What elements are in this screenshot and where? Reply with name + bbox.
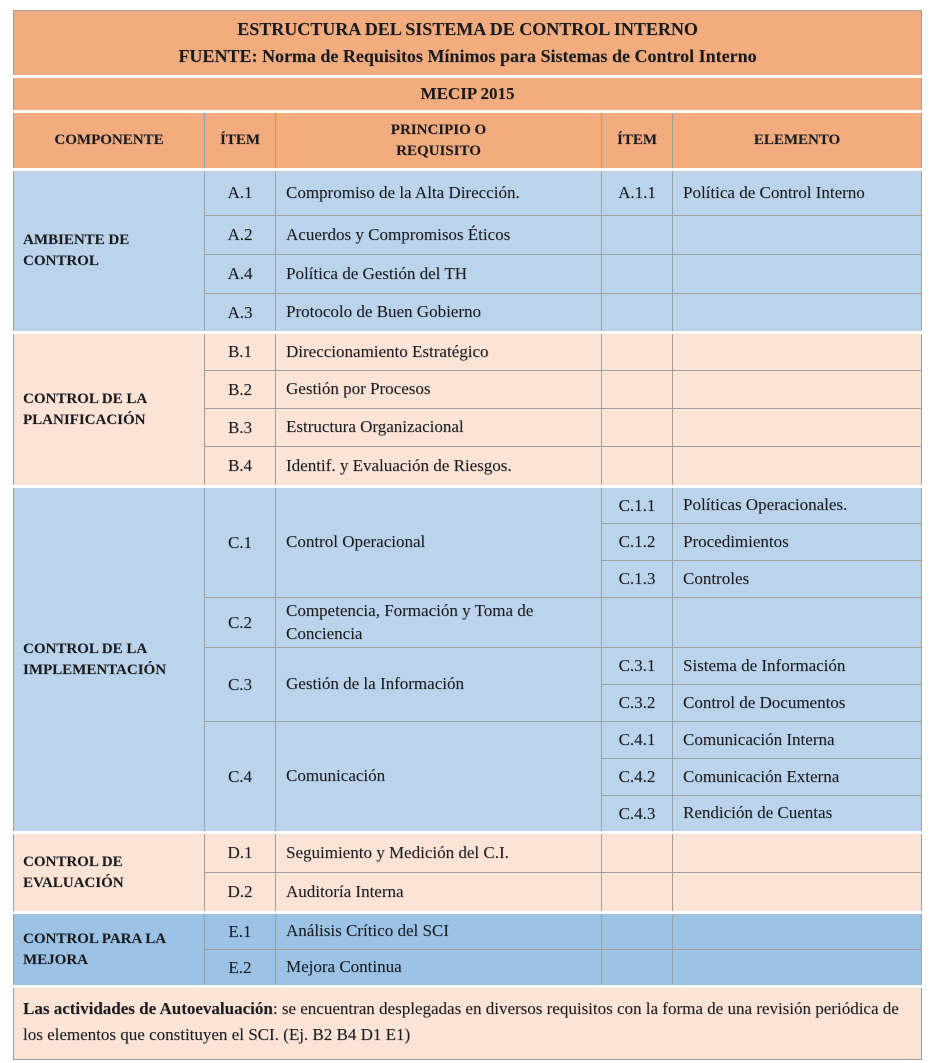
principio-cell: Gestión por Procesos <box>276 371 602 409</box>
sub-item-cell <box>602 255 673 294</box>
footer-note-text: : se encuentran desplegadas en diversos requisitos con la forma de una revisión periódica de los elementos que constituyen el SCI. (Ej. B2 B4 D1 E1) <box>23 999 899 1045</box>
sub-item-cell <box>602 294 673 333</box>
component-label: CONTROL DE EVALUACIÓN <box>23 853 124 891</box>
component-cell <box>14 833 205 913</box>
item-cell: A.4 <box>205 255 276 294</box>
column-header-elemento: ELEMENTO <box>673 112 922 170</box>
sub-item-cell <box>602 216 673 255</box>
item-cell: C.4 <box>205 722 276 833</box>
sub-item-cell: C.4.2 <box>602 759 673 796</box>
sub-item-cell: C.3.1 <box>602 648 673 685</box>
principio-cell: Protocolo de Buen Gobierno <box>276 294 602 333</box>
item-cell: A.2 <box>205 216 276 255</box>
elemento-cell: Controles <box>673 561 922 598</box>
elemento-cell <box>673 255 922 294</box>
table-subtitle-row <box>14 77 922 112</box>
component-label: AMBIENTE DE CONTROL <box>23 232 130 269</box>
sub-item-cell: C.3.2 <box>602 685 673 722</box>
sub-item-cell: C.4.1 <box>602 722 673 759</box>
component-cell <box>14 333 205 487</box>
sub-item-cell: C.4.3 <box>602 796 673 833</box>
column-header-componente: COMPONENTE <box>14 112 205 170</box>
footer-note <box>14 987 922 1060</box>
sub-item-cell <box>602 913 673 950</box>
elemento-cell <box>673 598 922 648</box>
principio-cell: Mejora Continua <box>276 950 602 987</box>
sub-item-cell <box>602 447 673 487</box>
component-cell <box>14 913 205 987</box>
mecip-structure-table <box>13 10 922 1060</box>
elemento-cell <box>673 294 922 333</box>
table-row <box>14 170 922 216</box>
sub-item-cell: C.1.2 <box>602 524 673 561</box>
elemento-cell <box>673 216 922 255</box>
document-page <box>13 10 921 1060</box>
item-cell: B.3 <box>205 409 276 447</box>
principio-cell: Compromiso de la Alta Dirección. <box>276 170 602 216</box>
elemento-cell: Políticas Operacionales. <box>673 487 922 524</box>
item-cell: C.3 <box>205 648 276 722</box>
principio-cell: Competencia, Formación y Toma de Conciencia <box>276 598 602 648</box>
elemento-cell: Política de Control Interno <box>673 170 922 216</box>
elemento-cell: Procedimientos <box>673 524 922 561</box>
elemento-cell: Rendición de Cuentas <box>673 796 922 833</box>
sub-item-cell <box>602 873 673 913</box>
item-cell: D.2 <box>205 873 276 913</box>
elemento-cell <box>673 409 922 447</box>
footer-note-bold: Las actividades de Autoevaluación <box>23 999 273 1018</box>
sub-item-cell <box>602 333 673 371</box>
item-cell: C.2 <box>205 598 276 648</box>
column-header-principio <box>276 112 602 170</box>
item-cell: C.1 <box>205 487 276 598</box>
column-header-principio-label: PRINCIPIO O REQUISITO <box>390 122 487 159</box>
principio-cell: Identif. y Evaluación de Riesgos. <box>276 447 602 487</box>
elemento-cell <box>673 371 922 409</box>
item-cell: B.1 <box>205 333 276 371</box>
elemento-cell <box>673 873 922 913</box>
principio-cell: Política de Gestión del TH <box>276 255 602 294</box>
principio-cell: Seguimiento y Medición del C.I. <box>276 833 602 873</box>
elemento-cell <box>673 833 922 873</box>
elemento-cell <box>673 913 922 950</box>
sub-item-cell: C.1.1 <box>602 487 673 524</box>
item-cell: D.1 <box>205 833 276 873</box>
footer-note-row <box>14 987 922 1060</box>
sub-item-cell: A.1.1 <box>602 170 673 216</box>
table-row <box>14 913 922 950</box>
item-cell: B.2 <box>205 371 276 409</box>
table-row <box>14 833 922 873</box>
table-row <box>14 333 922 371</box>
item-cell: E.2 <box>205 950 276 987</box>
sub-item-cell <box>602 371 673 409</box>
item-cell: A.3 <box>205 294 276 333</box>
column-header-item-2: ÍTEM <box>602 112 673 170</box>
table-title <box>14 11 922 77</box>
elemento-cell <box>673 950 922 987</box>
component-label: CONTROL DE LA IMPLEMENTACIÓN <box>23 640 167 678</box>
column-header-item: ÍTEM <box>205 112 276 170</box>
component-label: CONTROL DE LA PLANIFICACIÓN <box>23 390 147 428</box>
elemento-cell: Control de Documentos <box>673 685 922 722</box>
elemento-cell: Comunicación Externa <box>673 759 922 796</box>
table-title-row <box>14 11 922 77</box>
title-line-2: FUENTE: Norma de Requisitos Mínimos para Sistemas de Control Interno <box>178 46 757 66</box>
principio-cell: Gestión de la Información <box>276 648 602 722</box>
elemento-cell: Sistema de Información <box>673 648 922 685</box>
elemento-cell <box>673 447 922 487</box>
principio-cell: Estructura Organizacional <box>276 409 602 447</box>
item-cell: A.1 <box>205 170 276 216</box>
principio-cell: Direccionamiento Estratégico <box>276 333 602 371</box>
sub-item-cell: C.1.3 <box>602 561 673 598</box>
table-subtitle: MECIP 2015 <box>14 77 922 112</box>
item-cell: B.4 <box>205 447 276 487</box>
component-cell <box>14 170 205 333</box>
elemento-cell: Comunicación Interna <box>673 722 922 759</box>
column-header-row <box>14 112 922 170</box>
principio-cell: Análisis Crítico del SCI <box>276 913 602 950</box>
table-row <box>14 487 922 524</box>
principio-cell: Control Operacional <box>276 487 602 598</box>
component-label: CONTROL PARA LA MEJORA <box>23 930 166 968</box>
elemento-cell <box>673 333 922 371</box>
sub-item-cell <box>602 950 673 987</box>
principio-cell: Comunicación <box>276 722 602 833</box>
sub-item-cell <box>602 409 673 447</box>
sub-item-cell <box>602 598 673 648</box>
principio-cell: Auditoría Interna <box>276 873 602 913</box>
component-cell <box>14 487 205 833</box>
title-line-1: ESTRUCTURA DEL SISTEMA DE CONTROL INTERNO <box>237 19 698 39</box>
sub-item-cell <box>602 833 673 873</box>
item-cell: E.1 <box>205 913 276 950</box>
principio-cell: Acuerdos y Compromisos Éticos <box>276 216 602 255</box>
